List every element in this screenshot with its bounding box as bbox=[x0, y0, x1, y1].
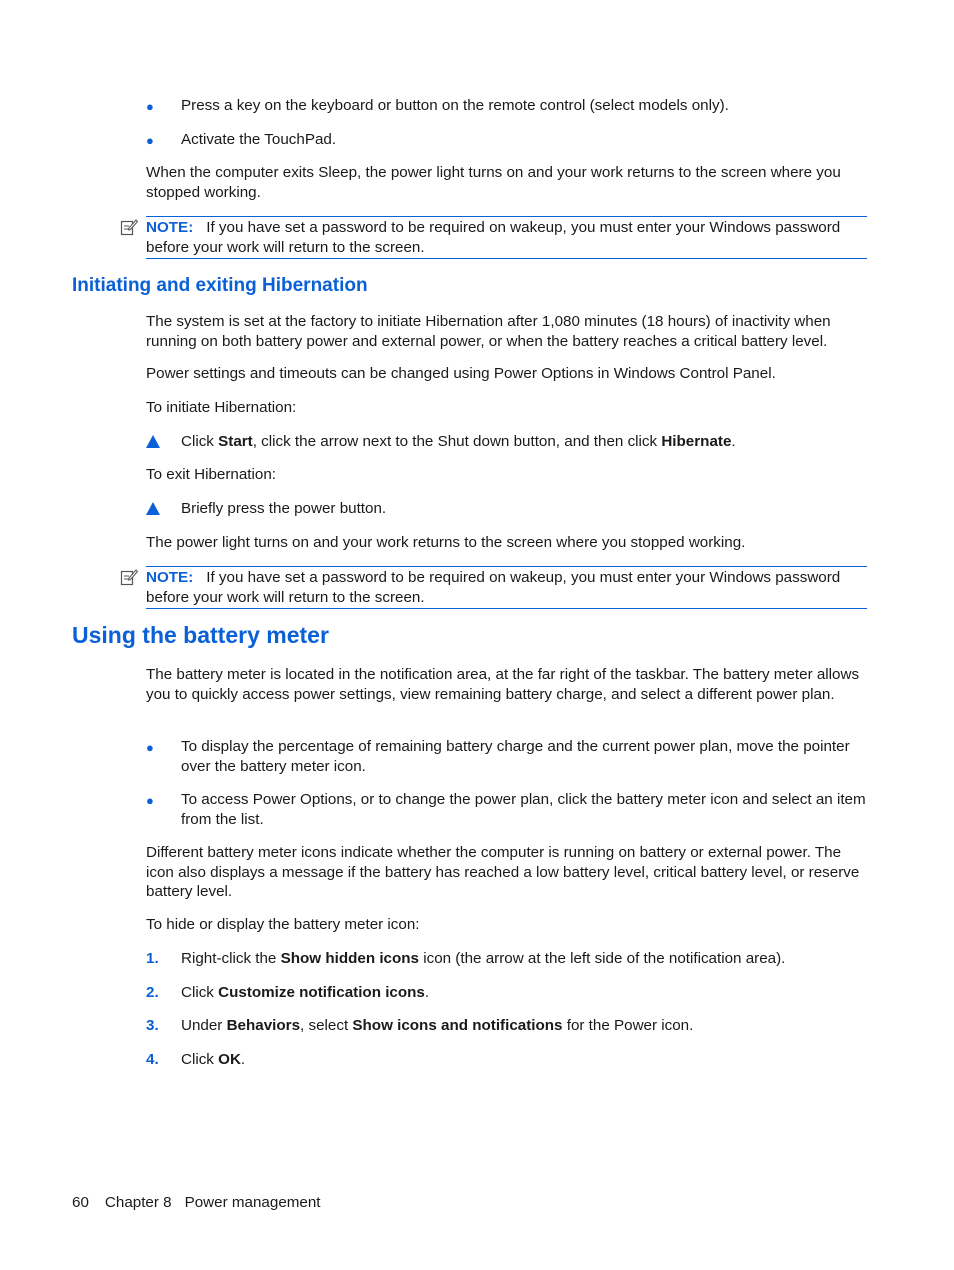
section-heading-battery: Using the battery meter bbox=[72, 622, 329, 648]
battery-paragraph: Different battery meter icons indicate whether the computer is running on battery or external power. The icon also displays a message if the battery has reached a low battery level, critical battery level, or reserve battery level. bbox=[146, 844, 860, 900]
note-label: NOTE: bbox=[146, 569, 194, 586]
note-icon bbox=[120, 568, 138, 586]
triangle-icon bbox=[146, 435, 160, 448]
page-footer bbox=[72, 1193, 337, 1213]
section-heading-hibernation: Initiating and exiting Hibernation bbox=[72, 275, 368, 296]
list-item: Click Start, click the arrow next to the Shut down button, and then click Hibernate. bbox=[181, 433, 736, 450]
page-number: 60 bbox=[72, 1194, 89, 1211]
list-item: Briefly press the power button. bbox=[181, 500, 387, 517]
battery-paragraph: The battery meter is located in the notification area, at the far right of the taskbar. The battery meter allows you to quickly access power settings, view remaining battery charge, and select a different power plan. bbox=[146, 666, 860, 703]
step-item: Under Behaviors, select Show icons and notifications for the Power icon. bbox=[181, 1017, 694, 1034]
note-text: If you have set a password to be required on wakeup, you must enter your Windows password before your work will return to the screen. bbox=[146, 219, 841, 256]
initiate-label: To initiate Hibernation: bbox=[146, 399, 297, 416]
triangle-icon bbox=[146, 502, 160, 515]
note-text: If you have set a password to be required on wakeup, you must enter your Windows password before your work will return to the screen. bbox=[146, 569, 841, 606]
chapter-title: Power management bbox=[184, 1194, 321, 1211]
note-box bbox=[146, 216, 867, 259]
bullet-icon: ● bbox=[146, 99, 154, 114]
step-item: Right-click the Show hidden icons icon (the arrow at the left side of the notification area). bbox=[181, 950, 786, 967]
step-number: 2. bbox=[146, 984, 159, 1001]
list-item: To access Power Options, or to change the power plan, click the battery meter icon and select an item from the list. bbox=[181, 791, 866, 828]
bullet-icon: ● bbox=[146, 740, 154, 755]
step-item: Click OK. bbox=[181, 1051, 246, 1068]
step-number: 3. bbox=[146, 1017, 159, 1034]
list-item: Activate the TouchPad. bbox=[181, 131, 337, 148]
steps-label: To hide or display the battery meter icon: bbox=[146, 916, 420, 933]
hibernation-paragraph: Power settings and timeouts can be changed using Power Options in Windows Control Panel. bbox=[146, 365, 776, 382]
note-icon bbox=[120, 218, 138, 236]
list-item: Press a key on the keyboard or button on the remote control (select models only). bbox=[181, 97, 729, 114]
exit-label: To exit Hibernation: bbox=[146, 466, 277, 483]
step-number: 1. bbox=[146, 950, 159, 967]
hibernation-paragraph: The power light turns on and your work returns to the screen where you stopped working. bbox=[146, 534, 746, 551]
sleep-exit-paragraph: When the computer exits Sleep, the power light turns on and your work returns to the screen where you stopped working. bbox=[146, 164, 841, 201]
hibernation-paragraph: The system is set at the factory to initiate Hibernation after 1,080 minutes (18 hours) of inactivity when running on both battery power and external power, or when the battery reaches a critical battery level. bbox=[146, 313, 831, 350]
bullet-icon: ● bbox=[146, 133, 154, 148]
note-box bbox=[146, 566, 867, 609]
bullet-icon: ● bbox=[146, 793, 154, 808]
list-item: To display the percentage of remaining battery charge and the current power plan, move the pointer over the battery meter icon. bbox=[181, 738, 850, 775]
note-label: NOTE: bbox=[146, 219, 194, 236]
chapter-label: Chapter 8 bbox=[104, 1194, 172, 1211]
step-number: 4. bbox=[146, 1051, 159, 1068]
step-item: Click Customize notification icons. bbox=[181, 984, 430, 1001]
